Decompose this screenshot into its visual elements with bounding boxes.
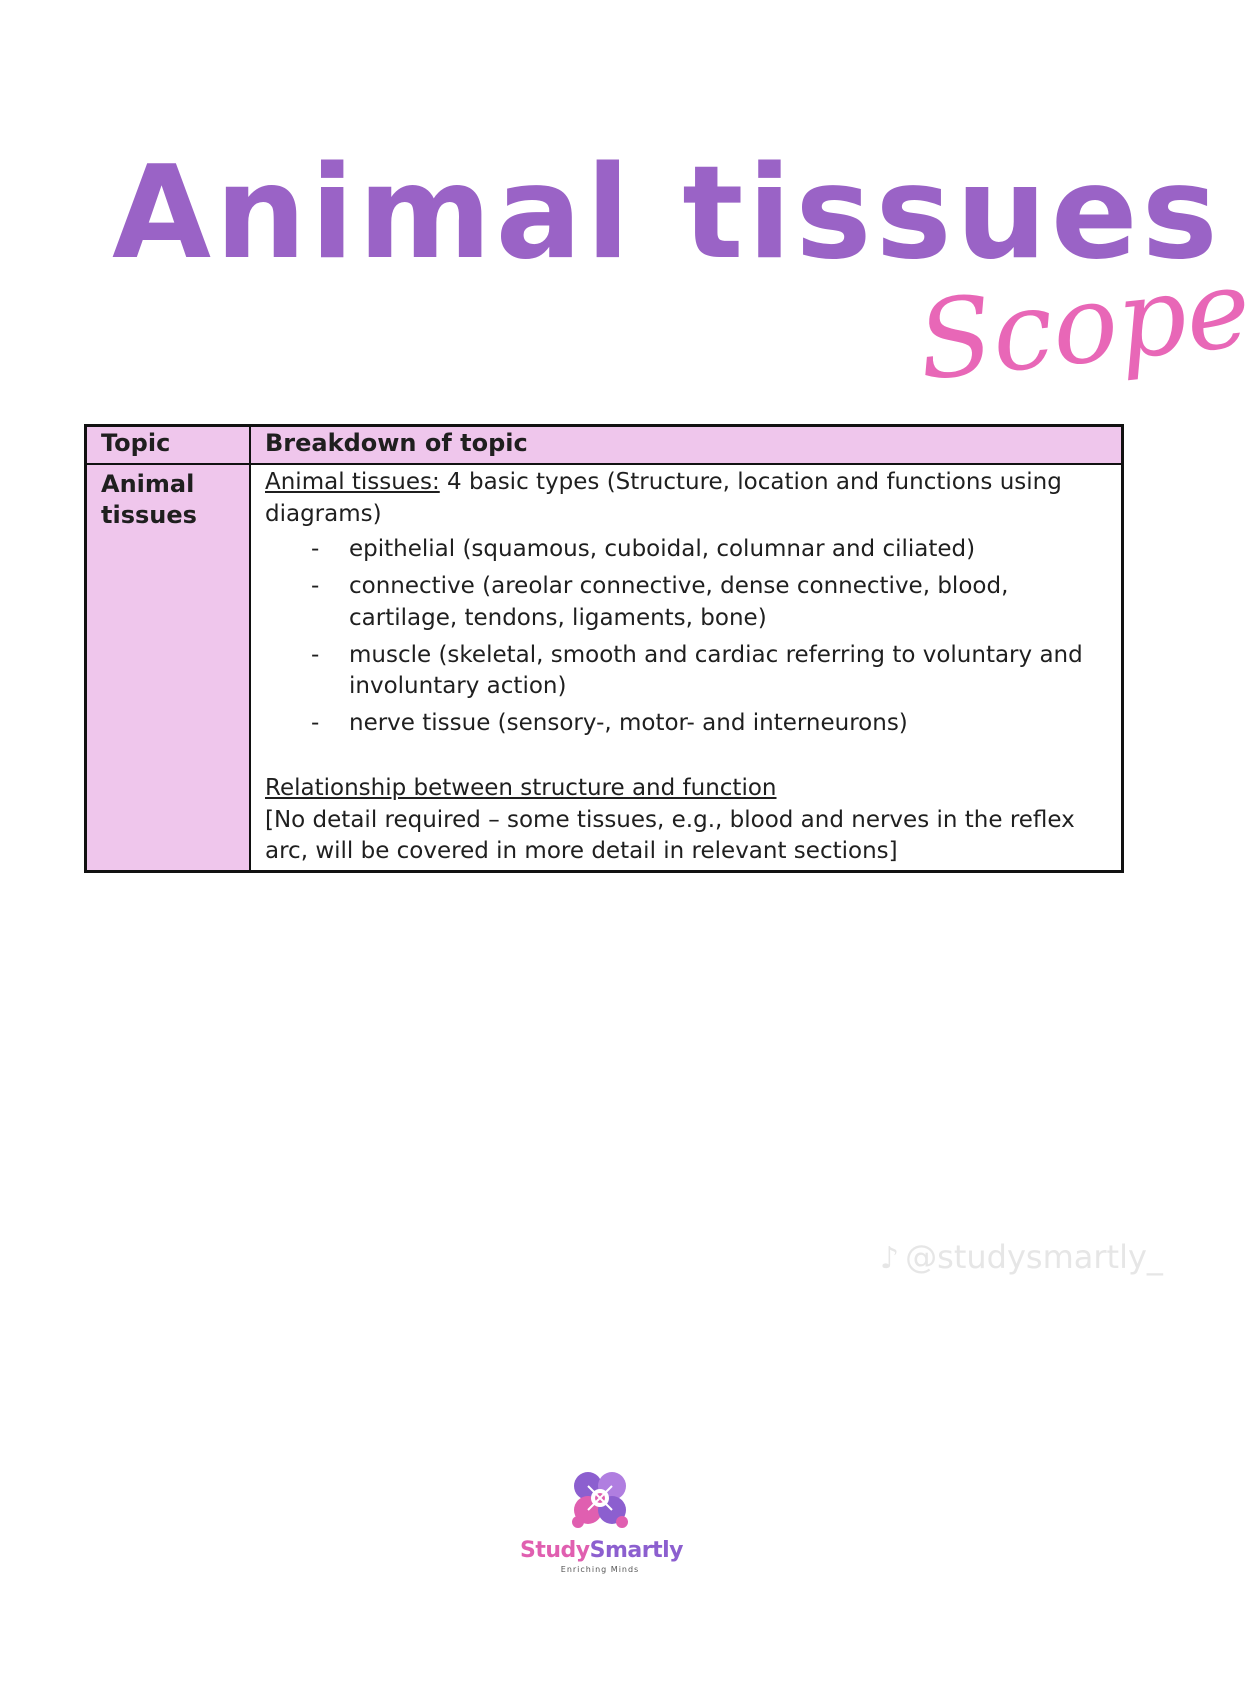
- tissue-types-list: [265, 534, 1109, 739]
- page-title: Animal tissues: [112, 139, 1222, 288]
- column-header-breakdown: Breakdown of topic: [250, 426, 1123, 465]
- topic-cell: Animal tissues: [86, 464, 251, 872]
- list-item-text: nerve tissue (sensory-, motor- and interneurons): [349, 710, 908, 737]
- list-item: [265, 640, 1109, 703]
- brand-name-part2: Smartly: [589, 1538, 683, 1563]
- tiktok-icon: ♪: [880, 1241, 900, 1276]
- intro-text: 4 basic types (Structure, location and functions using diagrams): [265, 469, 1062, 527]
- intro-label: Animal tissues:: [265, 469, 440, 495]
- bullet-dash: -: [311, 536, 320, 563]
- list-item: [265, 571, 1109, 634]
- relationship-heading: Relationship between structure and function: [265, 774, 777, 801]
- bullet-dash: -: [311, 641, 320, 668]
- brand-tagline: Enriching Minds: [560, 1565, 640, 1574]
- brand-name: [520, 1538, 683, 1563]
- page-subtitle: Scope: [912, 245, 1256, 406]
- scope-note: [No detail required – some tissues, e.g., blood and nerves in the reflex arc, will be covered in more detail in relevant sections]: [265, 806, 1075, 865]
- brain-puzzle-icon: [564, 1466, 636, 1534]
- brand-logo: [520, 1466, 683, 1574]
- brand-name-part1: Study: [520, 1538, 590, 1563]
- list-item-text: connective (areolar connective, dense connective, blood, cartilage, tendons, ligaments, bone): [349, 573, 1009, 631]
- list-item: [265, 534, 1109, 566]
- intro-line: [265, 467, 1109, 530]
- watermark-handle: @studysmartly_: [905, 1238, 1163, 1276]
- breakdown-cell: [250, 464, 1123, 872]
- list-item: [265, 708, 1109, 740]
- watermark: [880, 1238, 1163, 1276]
- table-row: [86, 464, 1123, 872]
- bullet-dash: -: [311, 710, 320, 737]
- list-item-text: epithelial (squamous, cuboidal, columnar and ciliated): [349, 536, 976, 563]
- list-item-text: muscle (skeletal, smooth and cardiac referring to voluntary and involuntary action): [349, 641, 1083, 700]
- column-header-topic: Topic: [86, 426, 251, 465]
- scope-table: [84, 424, 1124, 873]
- bullet-dash: -: [311, 573, 320, 600]
- table-header-row: [86, 426, 1123, 465]
